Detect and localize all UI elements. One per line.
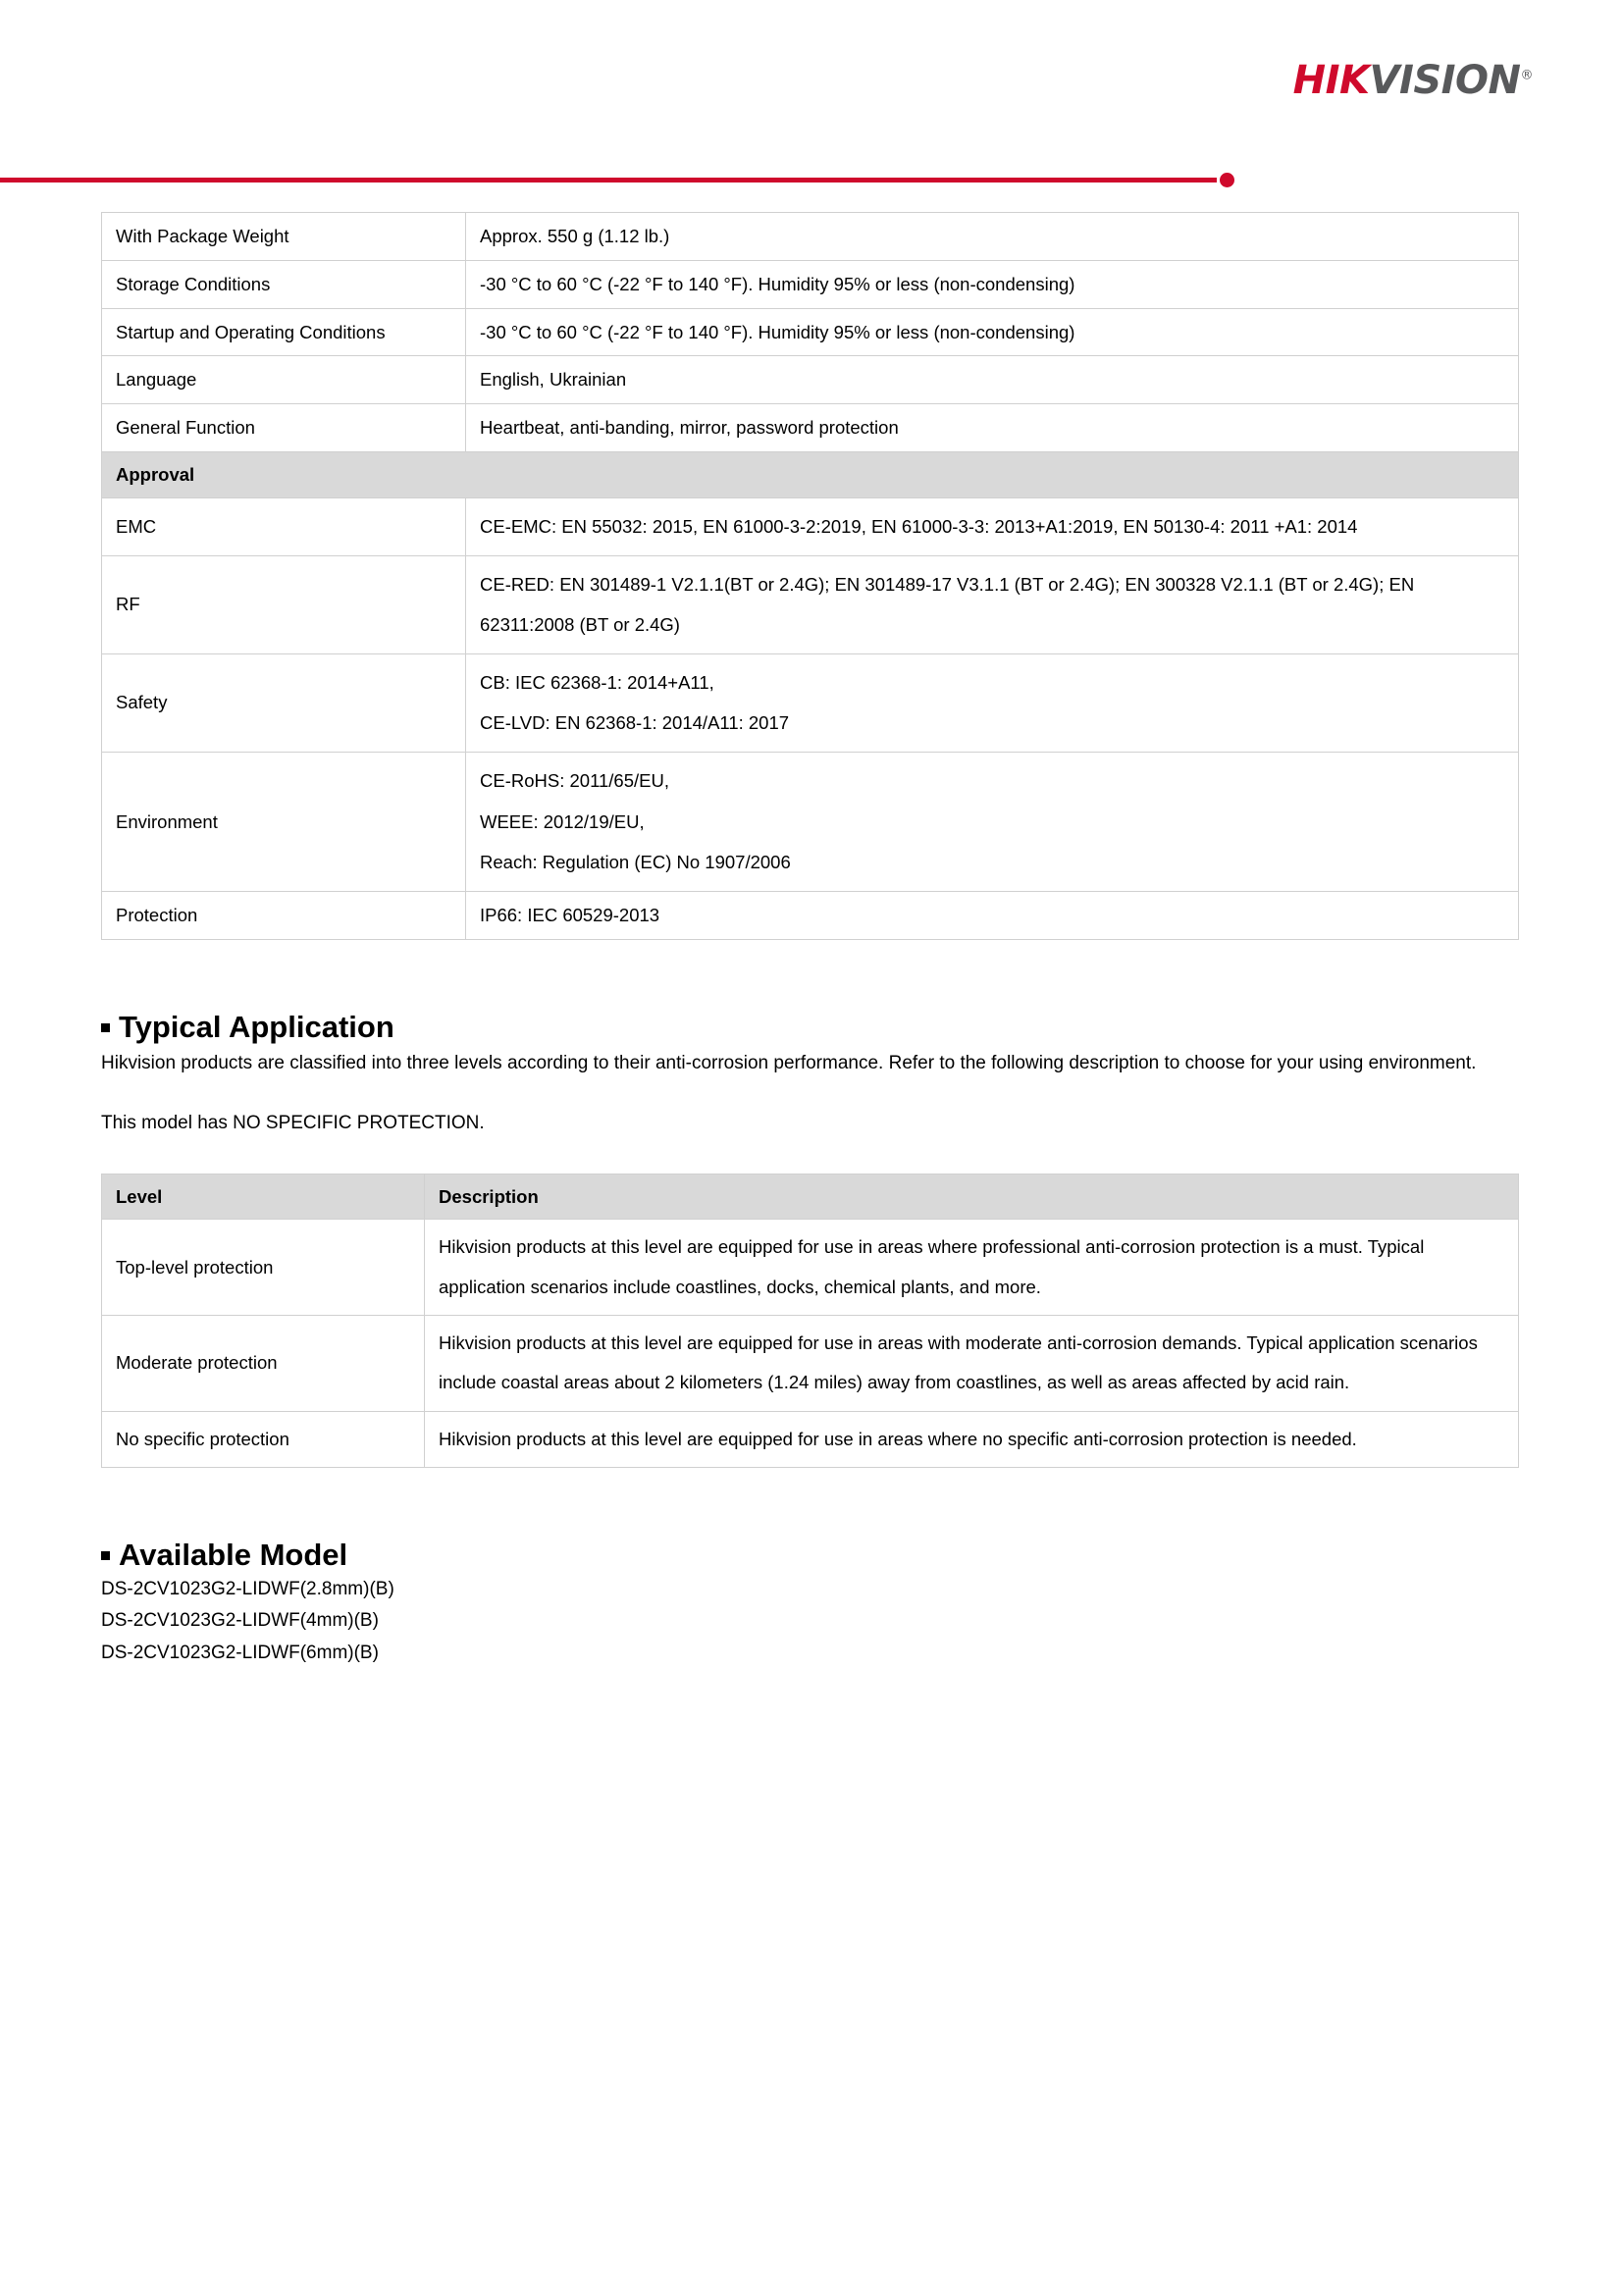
- spec-value-cell: Heartbeat, anti-banding, mirror, password protection: [466, 404, 1519, 452]
- hikvision-logo: [1292, 58, 1533, 103]
- spec-label-cell: Protection: [102, 891, 466, 939]
- spec-value-line: Reach: Regulation (EC) No 1907/2006: [480, 852, 791, 873]
- spec-value-cell: -30 °C to 60 °C (-22 °F to 140 °F). Humidity 95% or less (non-condensing): [466, 260, 1519, 308]
- table-row: [102, 497, 1519, 555]
- spec-label-cell: General Function: [102, 404, 466, 452]
- spec-label-cell: Environment: [102, 753, 466, 892]
- table-row: [102, 555, 1519, 653]
- spec-value-line: WEEE: 2012/19/EU,: [480, 810, 645, 832]
- spec-value-cell: CE-EMC: EN 55032: 2015, EN 61000-3-2:2019, EN 61000-3-3: 2013+A1:2019, EN 50130-4: 2011 +A1: 2014: [466, 497, 1519, 555]
- available-model-section: [101, 1537, 1519, 1670]
- model-number: DS-2CV1023G2-LIDWF(6mm)(B): [101, 1643, 379, 1664]
- table-row: [102, 653, 1519, 752]
- table-row: [102, 753, 1519, 892]
- level-description-cell: Hikvision products at this level are equipped for use in areas where no specific anti-corrosion protection is needed.: [425, 1411, 1519, 1467]
- header-divider: [0, 173, 1623, 194]
- model-number: DS-2CV1023G2-LIDWF(2.8mm)(B): [101, 1578, 394, 1599]
- typical-application-intro: Hikvision products are classified into three levels according to their anti-corrosion performance. Refer to the following description to choose for your using environment.: [101, 1052, 1477, 1073]
- table-row: [102, 308, 1519, 356]
- available-model-list: [101, 1574, 1519, 1670]
- spec-label-cell: RF: [102, 555, 466, 653]
- logo-text-hik: HIK: [1292, 58, 1370, 103]
- spec-value-line: CE-RoHS: 2011/65/EU,: [480, 770, 669, 791]
- typical-application-model-note: This model has NO SPECIFIC PROTECTION.: [101, 1112, 485, 1133]
- page-content: [101, 212, 1519, 1670]
- header-divider-dot-icon: [1220, 173, 1234, 187]
- level-name-cell: Top-level protection: [102, 1220, 425, 1316]
- spec-value-cell: [466, 753, 1519, 892]
- spec-value-cell: Approx. 550 g (1.12 lb.): [466, 213, 1519, 261]
- level-name-cell: No specific protection: [102, 1411, 425, 1467]
- spec-label-cell: With Package Weight: [102, 213, 466, 261]
- page-header: [0, 0, 1623, 186]
- header-divider-line: [0, 178, 1217, 183]
- table-section-header-row: [102, 452, 1519, 498]
- spec-label-cell: Startup and Operating Conditions: [102, 308, 466, 356]
- square-bullet-icon: [101, 1551, 110, 1560]
- spec-value-cell: -30 °C to 60 °C (-22 °F to 140 °F). Humidity 95% or less (non-condensing): [466, 308, 1519, 356]
- logo-text-vision: VISION: [1369, 58, 1521, 103]
- level-name-cell: Moderate protection: [102, 1316, 425, 1412]
- spec-label-cell: Storage Conditions: [102, 260, 466, 308]
- level-description-cell: Hikvision products at this level are equipped for use in areas where professional anti-corrosion protection is a must. Typical application scenarios include coastlines, docks, chemical plants, and more.: [425, 1220, 1519, 1316]
- spec-label-cell: Language: [102, 356, 466, 404]
- specification-table: [101, 212, 1519, 940]
- level-description-cell: Hikvision products at this level are equipped for use in areas with moderate anti-corrosion demands. Typical application scenarios include coastal areas about 2 kilometers (1.24 miles) away from coastlines, as well as areas affected by acid rain.: [425, 1316, 1519, 1412]
- table-row: [102, 213, 1519, 261]
- typical-application-heading: [101, 1009, 1519, 1046]
- registered-trademark-icon: ®: [1520, 68, 1533, 83]
- table-row: [102, 1411, 1519, 1467]
- levels-column-header: Description: [425, 1174, 1519, 1220]
- spec-value-cell: English, Ukrainian: [466, 356, 1519, 404]
- table-row: [102, 891, 1519, 939]
- table-row: [102, 260, 1519, 308]
- spec-value-cell: [466, 653, 1519, 752]
- table-row: [102, 1316, 1519, 1412]
- spec-label-cell: Safety: [102, 653, 466, 752]
- available-model-title-text: Available Model: [119, 1537, 348, 1572]
- spec-value-line: CE-LVD: EN 62368-1: 2014/A11: 2017: [480, 712, 790, 734]
- table-section-header-label: Approval: [102, 452, 1519, 498]
- spec-value-cell: CE-RED: EN 301489-1 V2.1.1(BT or 2.4G); EN 301489-17 V3.1.1 (BT or 2.4G); EN 300328 V2.1.1 (BT or 2.4G); EN 62311:2008 (BT or 2.4G): [466, 555, 1519, 653]
- model-number: DS-2CV1023G2-LIDWF(4mm)(B): [101, 1610, 379, 1632]
- typical-application-title-text: Typical Application: [119, 1009, 394, 1044]
- spec-label-cell: EMC: [102, 497, 466, 555]
- square-bullet-icon: [101, 1023, 110, 1032]
- spec-value-line: CB: IEC 62368-1: 2014+A11,: [480, 671, 714, 693]
- levels-header-row: [102, 1174, 1519, 1220]
- protection-levels-table: [101, 1174, 1519, 1468]
- table-row: [102, 1220, 1519, 1316]
- table-row: [102, 404, 1519, 452]
- table-row: [102, 356, 1519, 404]
- spec-value-cell: IP66: IEC 60529-2013: [466, 891, 1519, 939]
- available-model-heading: [101, 1537, 1519, 1574]
- typical-application-section: [101, 1009, 1519, 1138]
- levels-column-header: Level: [102, 1174, 425, 1220]
